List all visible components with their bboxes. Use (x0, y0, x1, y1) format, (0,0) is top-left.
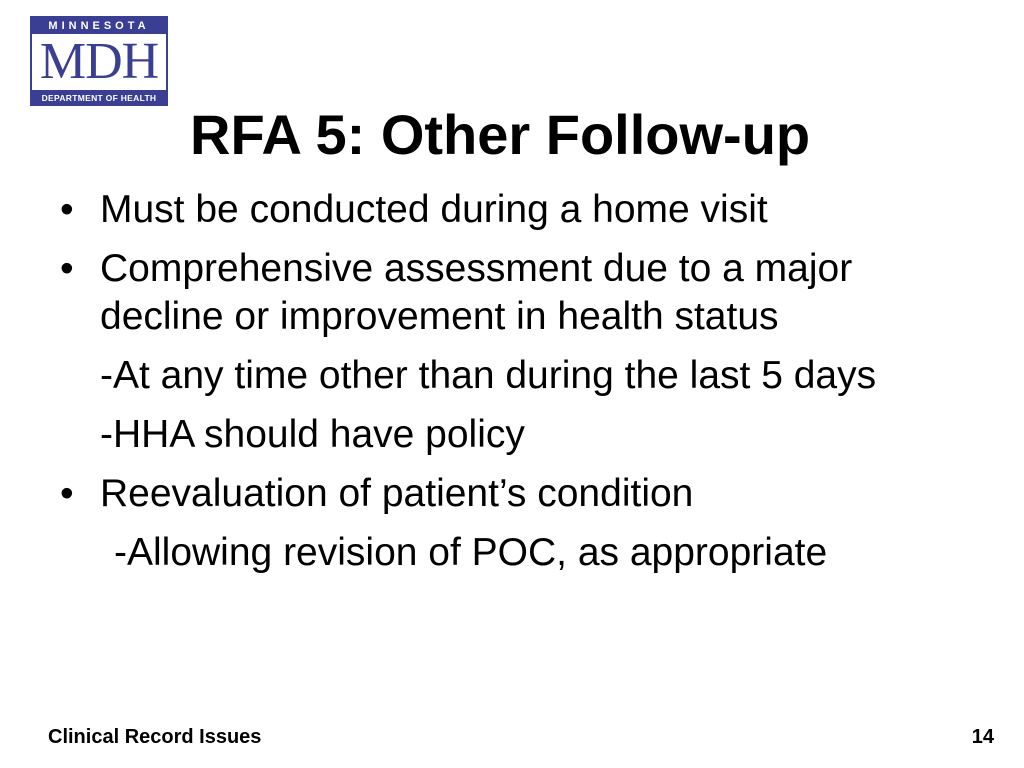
footer-title: Clinical Record Issues (48, 726, 262, 748)
bullet-marker: • (60, 188, 74, 231)
mdh-logo (30, 16, 168, 106)
bullet-item (60, 245, 960, 341)
slide-title: RFA 5: Other Follow-up (190, 103, 811, 166)
bullet-item (60, 470, 960, 518)
sub-item: -At any time other than during the last 5 days (100, 354, 877, 397)
sub-item: -HHA should have policy (100, 413, 525, 456)
page-number: 14 (971, 726, 994, 748)
sub-item: -Allowing revision of POC, as appropriate (114, 531, 828, 574)
logo-main-text: MDH (39, 33, 159, 90)
logo-top-text: MINNESOTA (32, 18, 166, 34)
logo-bottom-text: DEPARTMENT OF HEALTH (32, 90, 166, 106)
bullet-item (60, 186, 960, 234)
bullet-marker: • (60, 247, 74, 290)
bullet-text: Must be conducted during a home visit (100, 188, 768, 231)
bullet-text: Comprehensive assessment due to a major decline or improvement in health status (100, 247, 853, 338)
slide-body (60, 186, 960, 588)
bullet-marker: • (60, 472, 74, 515)
bullet-text: Reevaluation of patient’s condition (100, 472, 694, 515)
